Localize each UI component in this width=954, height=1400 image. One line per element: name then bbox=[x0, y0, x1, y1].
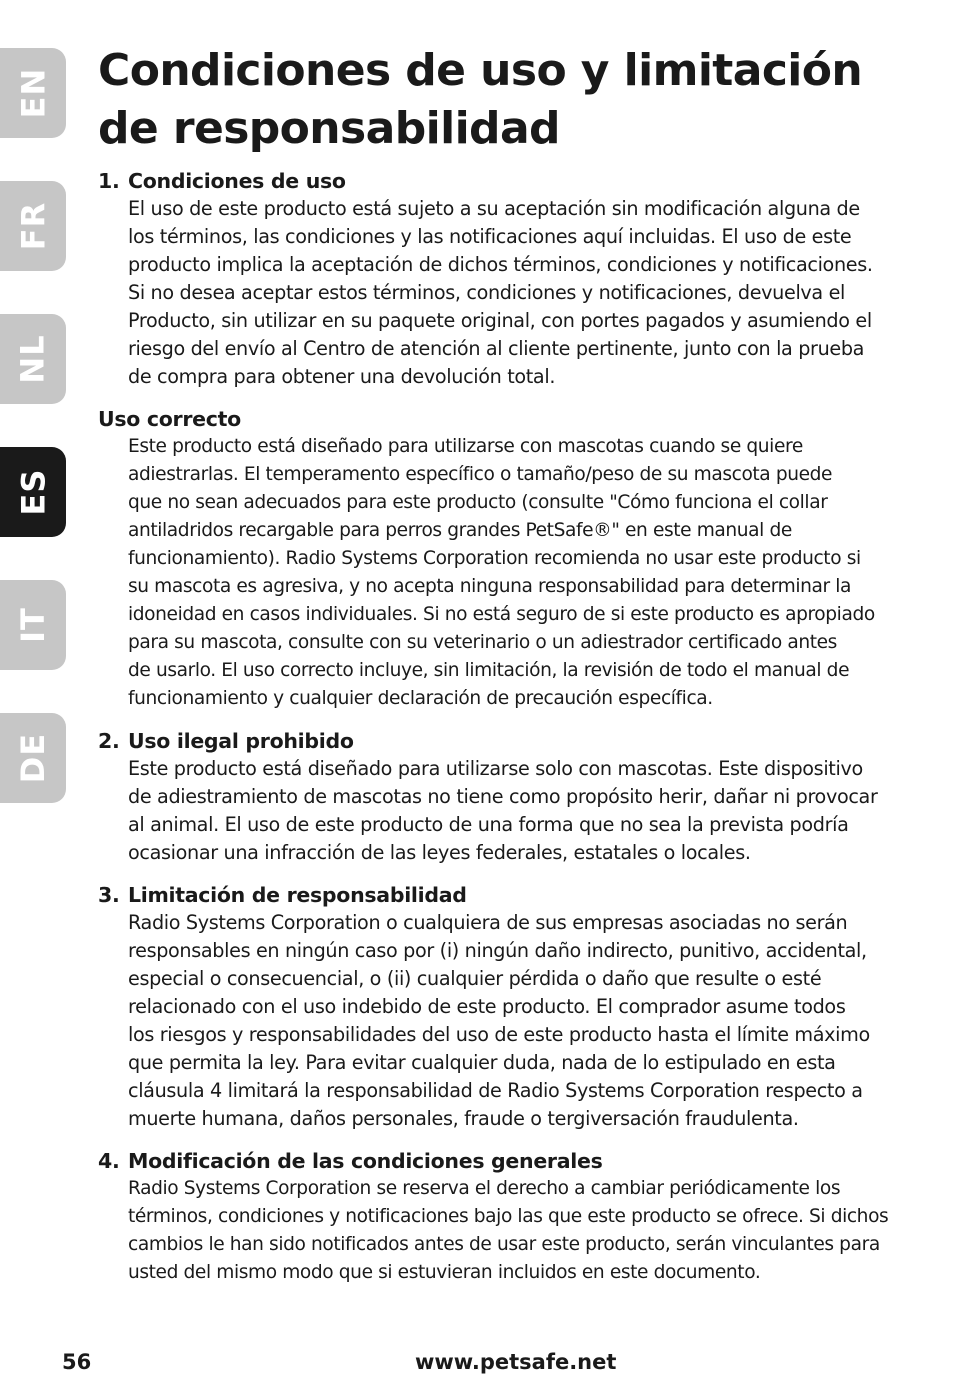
section-heading bbox=[98, 727, 906, 755]
section-number: 4. bbox=[98, 1149, 120, 1173]
section-number: 2. bbox=[98, 729, 120, 753]
text-line: los términos, las condiciones y las notificaciones aquí incluidas. El uso de este bbox=[128, 225, 852, 248]
section-modification-of-terms bbox=[98, 1147, 906, 1287]
text-line: funcionamiento y cualquier declaración de precaución específica. bbox=[128, 688, 713, 709]
website-link[interactable]: www.petsafe.net bbox=[415, 1350, 617, 1374]
text-line: su mascota es agresiva, y no acepta ninguna responsabilidad para determinar la bbox=[128, 576, 852, 597]
text-line: El uso de este producto está sujeto a su aceptación sin modificación alguna de bbox=[128, 197, 860, 220]
tab-de[interactable] bbox=[0, 713, 66, 803]
tab-fr[interactable] bbox=[0, 181, 66, 271]
text-line: al animal. El uso de este producto de una forma que no sea la prevista podría bbox=[128, 813, 849, 836]
text-line: usted del mismo modo que si estuvieran incluidos en este documento. bbox=[128, 1262, 761, 1283]
tab-nl[interactable] bbox=[0, 314, 66, 404]
text-line: riesgo del envío al Centro de atención al cliente pertinente, junto con la prueba bbox=[128, 337, 865, 360]
tab-label: FR bbox=[14, 201, 52, 251]
section-heading bbox=[98, 405, 906, 433]
section-text bbox=[128, 755, 906, 867]
text-line: Este producto está diseñado para utilizarse con mascotas cuando se quiere bbox=[128, 436, 803, 457]
tab-es[interactable] bbox=[0, 447, 66, 537]
tab-label: EN bbox=[13, 67, 52, 119]
tab-label: ES bbox=[14, 468, 52, 516]
text-line: términos, condiciones y notificaciones bajo las que este producto se ofrece. Si dichos bbox=[128, 1206, 889, 1227]
text-line: adiestrarlas. El temperamento específico o tamaño/peso de su mascota puede bbox=[128, 464, 833, 485]
section-conditions-of-use bbox=[98, 167, 906, 391]
text-line: Si no desea aceptar estos términos, condiciones y notificaciones, devuelva el bbox=[128, 281, 846, 304]
title-line: Condiciones de uso y limitación bbox=[98, 45, 863, 96]
section-title: Modificación de las condiciones generales bbox=[128, 1149, 603, 1173]
text-line: responsables en ningún caso por (i) ningún daño indirecto, punitivo, accidental, bbox=[128, 939, 867, 962]
text-line: especial o consecuencial, o (ii) cualquier pérdida o daño que resulte o esté bbox=[128, 967, 822, 990]
page-title bbox=[98, 42, 918, 158]
text-line: muerte humana, daños personales, fraude o tergiversación fraudulenta. bbox=[128, 1107, 799, 1130]
section-title: Limitación de responsabilidad bbox=[128, 883, 467, 907]
section-text bbox=[128, 909, 906, 1133]
text-line: cambios le han sido notificados antes de usar este producto, serán vinculantes para bbox=[128, 1234, 880, 1255]
document-body bbox=[98, 167, 906, 1301]
text-line: que no sean adecuados para este producto (consulte "Cómo funciona el collar bbox=[128, 492, 828, 513]
text-line: Este producto está diseñado para utilizarse solo con mascotas. Este dispositivo bbox=[128, 757, 863, 780]
text-line: funcionamiento). Radio Systems Corporation recomienda no usar este producto si bbox=[128, 548, 861, 569]
text-line: antiladridos recargable para perros grandes PetSafe®" en este manual de bbox=[128, 520, 792, 541]
text-line: Radio Systems Corporation o cualquiera de sus empresas asociadas no serán bbox=[128, 911, 848, 934]
section-number: 1. bbox=[98, 169, 120, 193]
text-line: relacionado con el uso indebido de este producto. El comprador asume todos bbox=[128, 995, 846, 1018]
text-line: los riesgos y responsabilidades del uso de este producto hasta el límite máximo bbox=[128, 1023, 870, 1046]
tab-en[interactable] bbox=[0, 48, 66, 138]
text-line: de adiestramiento de mascotas no tiene como propósito herir, dañar ni provocar bbox=[128, 785, 878, 808]
text-line: Producto, sin utilizar en su paquete original, con portes pagados y asumiendo el bbox=[128, 309, 872, 332]
tab-label: NL bbox=[13, 334, 52, 384]
text-line: idoneidad en casos individuales. Si no está seguro de si este producto es apropiado bbox=[128, 604, 875, 625]
text-line: cláusula 4 limitará la responsabilidad de Radio Systems Corporation respecto a bbox=[128, 1079, 863, 1102]
text-line: que permita la ley. Para evitar cualquier duda, nada de lo estipulado en esta bbox=[128, 1051, 836, 1074]
tab-label: DE bbox=[13, 732, 52, 784]
text-line: producto implica la aceptación de dichos términos, condiciones y notificaciones. bbox=[128, 253, 873, 276]
section-title: Uso correcto bbox=[98, 407, 241, 431]
section-correct-use bbox=[98, 405, 906, 713]
section-text bbox=[128, 433, 906, 713]
section-heading bbox=[98, 1147, 906, 1175]
page-number: 56 bbox=[62, 1350, 92, 1374]
tab-label: IT bbox=[13, 607, 52, 643]
text-line: Radio Systems Corporation se reserva el derecho a cambiar periódicamente los bbox=[128, 1178, 841, 1199]
text-line: de compra para obtener una devolución total. bbox=[128, 365, 556, 388]
title-line: de responsabilidad bbox=[98, 103, 560, 154]
section-title: Uso ilegal prohibido bbox=[128, 729, 354, 753]
section-heading bbox=[98, 167, 906, 195]
section-illegal-use bbox=[98, 727, 906, 867]
section-limitation-of-liability bbox=[98, 881, 906, 1133]
text-line: para su mascota, consulte con su veterinario o un adiestrador certificado antes bbox=[128, 632, 837, 653]
text-line: ocasionar una infracción de las leyes federales, estatales o locales. bbox=[128, 841, 751, 864]
section-text bbox=[128, 1175, 906, 1287]
section-heading bbox=[98, 881, 906, 909]
section-title: Condiciones de uso bbox=[128, 169, 346, 193]
tab-it[interactable] bbox=[0, 580, 66, 670]
section-text bbox=[128, 195, 906, 391]
text-line: de usarlo. El uso correcto incluye, sin limitación, la revisión de todo el manual de bbox=[128, 660, 850, 681]
section-number: 3. bbox=[98, 883, 120, 907]
